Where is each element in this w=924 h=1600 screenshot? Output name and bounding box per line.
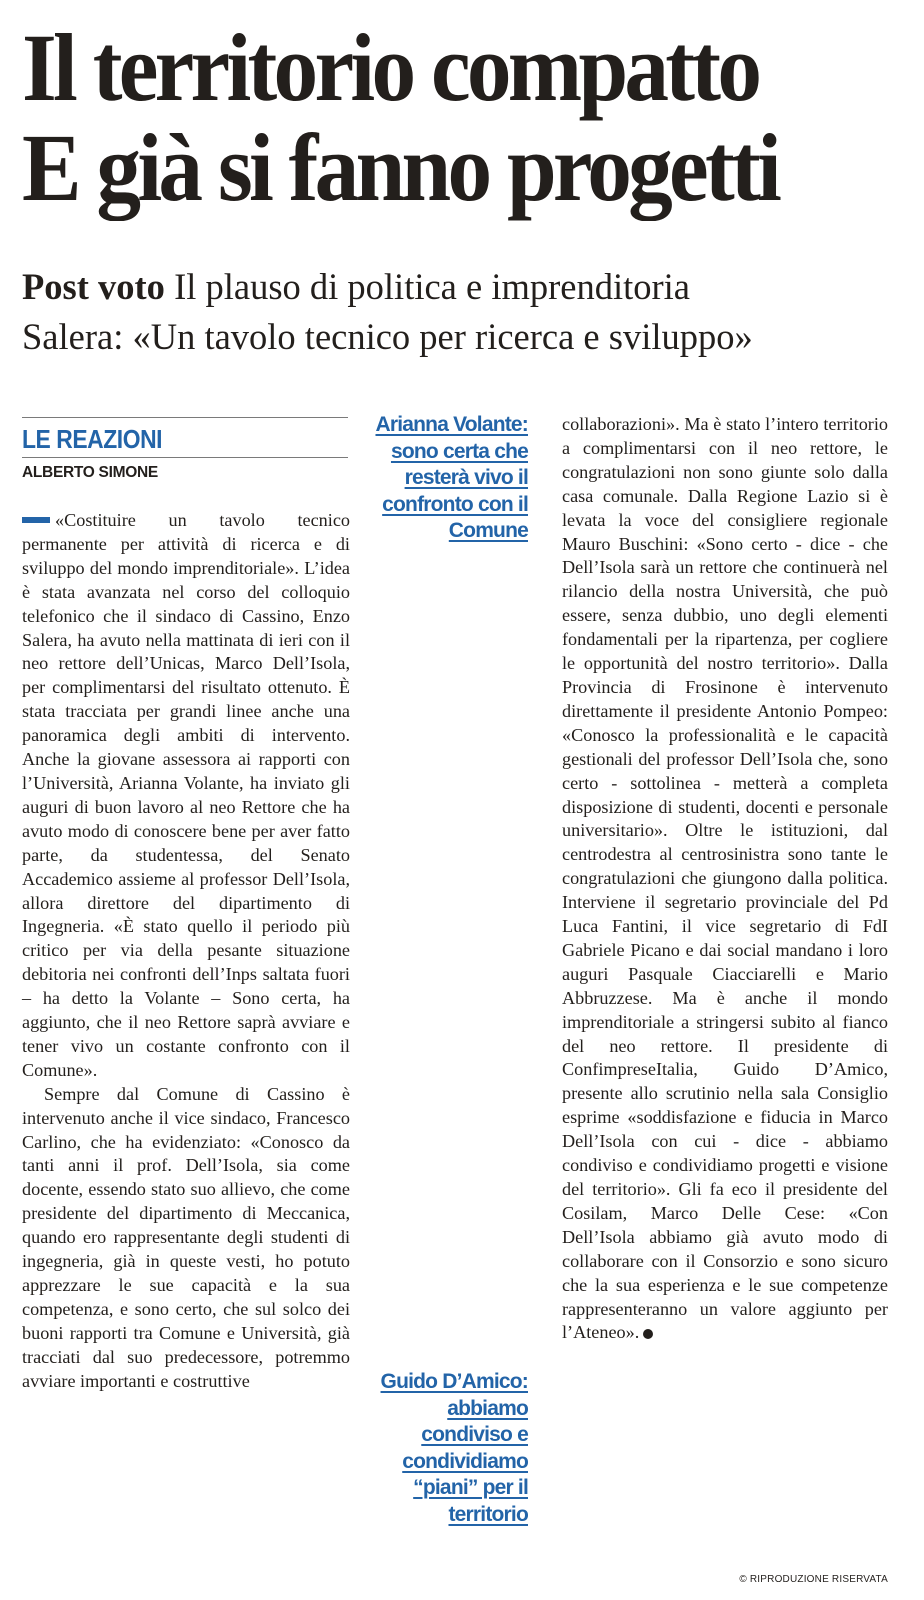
paragraph: Sempre dal Comune di Cassino è intervenuto anche il vice sindaco, Francesco Carlino, che ha evidenziato: «Conosco da tanti anni il prof. Dell’Isola, sia come docente, essendo stato suo allievo, che come presidente del dipartimento di Meccanica, quando ero rappresentante degli studenti di ingegneria, già in queste vesti, ho potuto apprezzare le sue capacità e la sua competenza, e sono certo, che sul solco dei buoni rapporti tra Comune e Università, già tracciati dal suo predecessore, potremmo avviare importanti e costruttive bbox=[22, 1083, 350, 1391]
paragraph-text: collaborazioni». Ma è stato l’intero territorio a complimentarsi con il neo rettore, le congratulazioni non sono giunte solo dalla casa comunale. Dalla Regione Lazio si è levata la voce del consigliere regionale Mauro Buschini: «Sono certo - dice - che Dell’Isola sarà un rettore che continuerà nel rilancio della nostra Università, che può essere, senza dubbio, uno degli elementi fondamentali per la ripartenza, per cogliere le opportunità del nostro territorio». Dalla Provincia di Frosinone è intervenuto direttamente il presidente Antonio Pompeo: «Conosco la professionalità e le capacità gestionali del professor Dell’Isola che, sono certo - sottolinea - metterà a completa disposizione di studenti, docenti e personale universitario». Oltre le istituzioni, dal centrodestra al centrosinistra sono tante le congratulazioni che giungono dalla politica. Interviene il segretario provinciale del Pd Luca Fantini, il vice segretario di FdI Gabriele Picano e dai social mandano i loro auguri Pasquale Ciacciarelli e Mario Abbruzzese. Ma è anche il mondo imprenditoriale a stringersi subito al fianco del neo rettore. Il presidente di ConfimpreseItalia, Guido D’Amico, presente allo scrutinio nella sala Consiglio esprime «soddisfazione e fiducia in Marco Dell’Isola con cui - dice - abbiamo condiviso e condividiamo progetti e visione del territorio». Gli fa eco il presidente del Cosilam, Marco Delle Cese: «Con Dell’Isola abbiamo già avuto modo di collaborare con il Consorzio e sono sicuro che la sua esperienza e le sue competenze rappresenteranno un valore aggiunto per l’Ateneo». bbox=[562, 414, 888, 1343]
section-label: LE REAZIONI bbox=[22, 424, 163, 454]
subhead-line-1-text: Il plauso di politica e imprenditoria bbox=[164, 266, 690, 307]
paragraph bbox=[22, 509, 350, 1083]
pullquote-text: Guido D’Amico: abbiamo condiviso e condividiamo “piani” per il territorio bbox=[380, 1370, 528, 1526]
headline-line-2: E già si fanno progetti bbox=[22, 114, 779, 221]
pullquote-bottom bbox=[372, 1369, 528, 1528]
article-column-1 bbox=[22, 509, 350, 1394]
subhead-kicker: Post voto bbox=[22, 266, 165, 307]
pullquote-text: Arianna Volante: sono certa che resterà vivo il confronto con il Comune bbox=[375, 413, 528, 542]
headline-line-1: Il territorio compatto bbox=[22, 14, 759, 121]
article-column-2 bbox=[562, 413, 888, 1345]
section-rule-top bbox=[22, 417, 348, 418]
lead-marker-icon bbox=[22, 517, 50, 523]
subheadline bbox=[22, 262, 912, 362]
headline bbox=[22, 14, 850, 221]
section-rule-bottom bbox=[22, 457, 348, 458]
copyright-notice: © RIPRODUZIONE RISERVATA bbox=[739, 1574, 888, 1585]
end-of-article-icon bbox=[643, 1329, 653, 1339]
subhead-line-1 bbox=[22, 262, 912, 312]
author-byline: ALBERTO SIMONE bbox=[22, 464, 158, 481]
subhead-line-2: Salera: «Un tavolo tecnico per ricerca e sviluppo» bbox=[22, 316, 753, 357]
paragraph bbox=[562, 413, 888, 1345]
paragraph-text: «Costituire un tavolo tecnico permanente per attività di ricerca e di sviluppo del mondo imprenditoriale». L’idea è stata avanzata nel corso del colloquio telefonico che il sindaco di Cassino, Enzo Salera, ha avuto nella mattinata di ieri con il neo rettore dell’Unicas, Marco Dell’Isola, per complimentarsi del risultato ottenuto. È stata tracciata per grandi linee anche una panoramica degli ambiti di intervento. Anche la giovane assessora ai rapporti con l’Università, Arianna Volante, ha inviato gli auguri di buon lavoro al neo Rettore che ha avuto modo di conoscere bene per aver fatto parte, da studentessa, del Senato Accademico assieme al professor Dell’Isola, allora direttore del dipartimento di Ingegneria. «È stato quello il periodo più critico per via della pesante situazione debitoria nei confronti dell’Inps saltata fuori – ha detto la Volante – Sono certa, ha aggiunto, che il neo Rettore saprà avviare e tener vivo un costante confronto con il Comune». bbox=[22, 510, 350, 1080]
pullquote-top bbox=[372, 412, 528, 545]
